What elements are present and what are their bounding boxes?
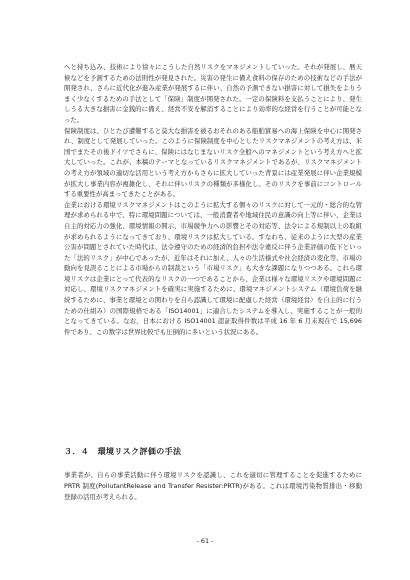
body-text bbox=[64, 62, 362, 337]
section-paragraph: 事業者が、自らの事業活動に伴う環境リスクを認識し、これを適切に管理することを促進するために PRTR 制度(PollutantRelease and Transfer Resister:PRTR)がある。これは環境汚染物質排出・移動登録の活用が考えられる。 bbox=[64, 471, 362, 501]
page-number: - 61 - bbox=[196, 537, 214, 545]
section-heading: ３．４ 環境リスク評価の手法 bbox=[64, 447, 182, 456]
section-body bbox=[64, 470, 362, 502]
paragraph-3: 企業における環境リスクマネジメントはこのように拡大する個々のリスクに対して一元的・総合的な管理が求められる中で、特に環境問題については、一般消費者や地域住民の意識の向上等に伴い、企業は自主的対応力の強化、環境情報の開示、市場競争力への影響とその対応等、法令による規制以上の取組が求められるようになってきており、環境リスクは拡大している。すなわち、従来のように大型の産業公害が問題とされていた時代は、法令遵守のための経済的負担や法令違反に伴う企業評価の低下といった「法的リスク」が中心であったが、近年はそれに加え、人々の生活様式や社会経済の変化等、市場の動向を見誤ることによる市場からの制裁という「市場リスク」も大きな課題になりつつある。これら環境リスクは企業にとって代表的なリスクの一つであることから、企業は様々な環境リスクや環境問題に対応し、環境リスクマネジメントを確実に実施するために、環境マネジメントシステム（環境負荷を継続するために、事業と環境との関わりを自ら認識して環境に配慮した経営（環境経営）を自主的に行うための仕組み）の国際規格である「ISO14001」に適合したシステムを導入し、実施することが一般的となってきている。なお、日本における ISO14001 認証取得件数は平成 16 年 6 月末現在で 15,696 件であり、この数字は世界比較でも圧倒的に多いという状況にある。 bbox=[64, 200, 362, 336]
paragraph-2: 保険制度は、ひとたび遭難すると莫大な損害を被るおそれのある船舶貿易への海上保険を中心に開発され、制度として発展していった。このように保険制度を中心としたリスクマネジメントの考え方は、米国でまたその後ドイツでさらに、保険にはなじまないリスク全般へのマネジメントという考え方へと拡大していった。これが、本稿のテーマとなっているリスクマネジメントであるが、リスクマネジメントの考え方が領域の適切な活用という考え方からさらに拡大していった背景には産業発展に伴い企業規模が拡大し事業内容が複雑化し、それに伴いリスクの種類が多様化し、そのリスクを事前にコントロールする重要性が高まってきたことがある。 bbox=[64, 126, 362, 199]
paragraph-1: へと持ち込み、技術により徐々にこうした自然リスクをマネジメントしていった。それが発展し、暦天候などを予測するための法則性が発見された。災害の発生に備え食料の保存のための技術などの手法が開発され、さらに近代化が進み産業が発展するに伴い、自然の予測できない損害に対して損失をよりうまく少なくするための手法として「保険」制度が開発された。一定の保険料を支払うことにより、発生しうる大きな損害に金銭的に備え、経営不安を解消することにより効率的な経営を行うことが可能となった。 bbox=[64, 63, 362, 124]
